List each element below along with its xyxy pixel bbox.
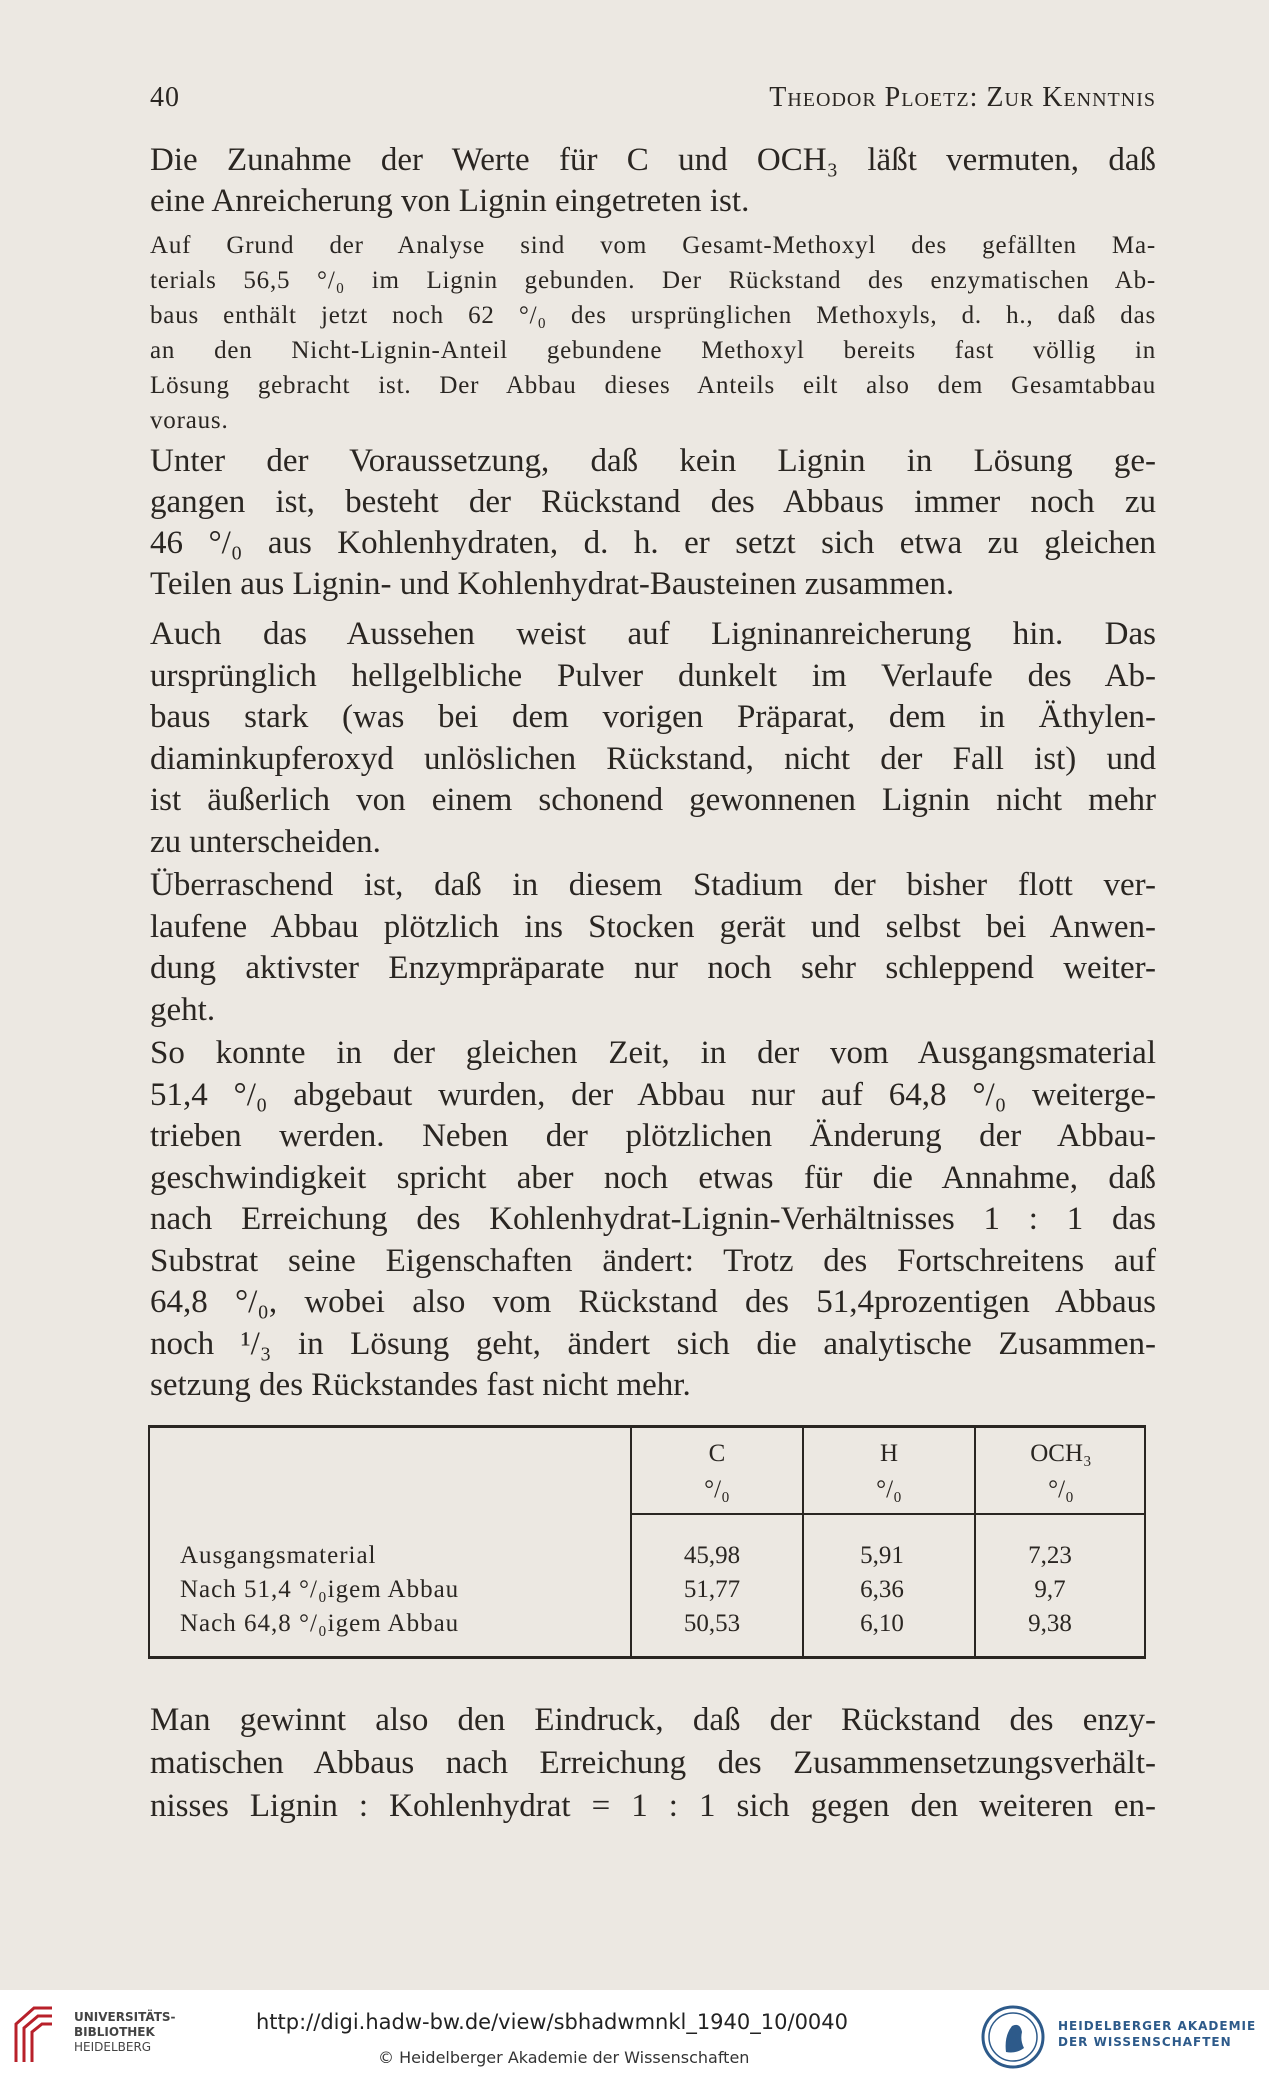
text-line: setzung des Rückstandes fast nicht mehr. xyxy=(150,1367,691,1403)
cell-c: 50,53 xyxy=(683,1610,741,1637)
running-title: Theodor Ploetz: Zur Kenntnis xyxy=(769,82,1156,113)
column-name: H xyxy=(879,1440,899,1467)
text-line: geschwindigkeit spricht aber noch etwas für die Annahme, daß xyxy=(150,1159,1156,1196)
paragraph-1 xyxy=(150,140,1156,222)
text-line: noch ¹/₃ in Lösung geht, ändert sich die analytische Zusammen- xyxy=(150,1325,1156,1362)
page-header xyxy=(150,82,1156,122)
text-line: terials 56,5 °/₀ im Lignin gebunden. Der Rückstand des enzymatischen Ab- xyxy=(150,267,1156,294)
column-header-c xyxy=(632,1440,802,1504)
column-header-och3 xyxy=(976,1440,1146,1504)
viewer-footer xyxy=(0,1990,1269,2084)
row-label: Nach 64,8 °/₀igem Abbau xyxy=(180,1610,460,1637)
column-name: OCH₃ xyxy=(1030,1440,1092,1467)
column-unit: °/₀ xyxy=(704,1476,730,1503)
text-line: eine Anreicherung von Lignin eingetreten ist. xyxy=(150,183,750,219)
cell-och3: 7,23 xyxy=(1028,1542,1072,1569)
paragraph-5 xyxy=(150,865,1156,1031)
column-header-h xyxy=(804,1440,974,1504)
academy-line: HEIDELBERGER AKADEMIE xyxy=(1058,2019,1257,2033)
library-line: UNIVERSITÄTS- xyxy=(74,2010,176,2024)
paragraph-6 xyxy=(150,1033,1156,1407)
text-line: laufene Abbau plötzlich ins Stocken gerät und selbst bei Anwen- xyxy=(150,908,1156,945)
text-line: trieben werden. Neben der plötzlichen Änderung der Abbau- xyxy=(150,1118,1156,1154)
column-unit: °/₀ xyxy=(876,1476,902,1503)
text-line: So konnte in der gleichen Zeit, in der vom Ausgangsmaterial xyxy=(150,1035,1156,1071)
text-line: Lösung gebracht ist. Der Abbau dieses Anteils eilt also dem Gesamtabbau xyxy=(150,372,1156,399)
row-label: Nach 51,4 °/₀igem Abbau xyxy=(180,1576,460,1603)
text-line: matischen Abbaus nach Erreichung des Zusammensetzungsverhält- xyxy=(150,1745,1156,1781)
text-line: Auf Grund der Analyse sind vom Gesamt-Methoxyl des gefällten Ma- xyxy=(150,232,1156,259)
copyright-notice: © Heidelberger Akademie der Wissenschaften xyxy=(378,2048,750,2067)
table-row xyxy=(180,1610,1100,1644)
text-line: nisses Lignin : Kohlenhydrat = 1 : 1 sich gegen den weiteren en- xyxy=(150,1788,1156,1824)
page-number: 40 xyxy=(150,82,180,113)
university-library-name xyxy=(74,2010,176,2055)
text-line: Man gewinnt also den Eindruck, daß der Rückstand des enzy- xyxy=(150,1702,1156,1738)
text-line: gangen ist, besteht der Rückstand des Abbaus immer noch zu xyxy=(150,484,1156,520)
text-line: diaminkupferoxyd unlöslichen Rückstand, nicht der Fall ist) und xyxy=(150,740,1156,777)
academy-seal-icon xyxy=(980,2002,1046,2072)
paragraph-7 xyxy=(150,1699,1156,1828)
column-name: C xyxy=(708,1440,726,1467)
text-line: baus stark (was bei dem vorigen Präparat, dem in Äthylen- xyxy=(150,699,1156,735)
paragraph-3 xyxy=(150,441,1156,605)
cell-och3: 9,7 xyxy=(1034,1576,1066,1603)
header-rule xyxy=(632,1513,1146,1515)
cell-h: 6,10 xyxy=(860,1610,904,1637)
library-line: BIBLIOTHEK xyxy=(74,2025,155,2039)
text-line: voraus. xyxy=(150,407,229,434)
text-line: Teilen aus Lignin- und Kohlenhydrat-Bausteinen zusammen. xyxy=(150,566,955,602)
text-line: dung aktivster Enzympräparate nur noch sehr schleppend weiter- xyxy=(150,950,1156,986)
text-line: geht. xyxy=(150,991,216,1028)
text-line: Die Zunahme der Werte für C und OCH₃ läßt vermuten, daß xyxy=(150,142,1156,178)
text-line: ist äußerlich von einem schonend gewonnenen Lignin nicht mehr xyxy=(150,782,1156,818)
paragraph-2-small xyxy=(150,228,1156,438)
university-library-logo-icon xyxy=(12,2004,66,2068)
cell-h: 5,91 xyxy=(860,1542,904,1569)
academy-name xyxy=(1058,2018,1256,2050)
cell-c: 45,98 xyxy=(683,1542,741,1569)
cell-och3: 9,38 xyxy=(1028,1610,1072,1637)
row-label: Ausgangsmaterial xyxy=(180,1542,377,1569)
cell-c: 51,77 xyxy=(683,1576,741,1603)
analysis-table xyxy=(148,1425,1146,1659)
text-line: an den Nicht-Lignin-Anteil gebundene Methoxyl bereits fast völlig in xyxy=(150,337,1156,364)
text-line: nach Erreichung des Kohlenhydrat-Lignin-Verhältnisses 1 : 1 das xyxy=(150,1201,1156,1237)
text-line: ursprünglich hellgelbliche Pulver dunkelt im Verlaufe des Ab- xyxy=(150,657,1156,694)
text-line: 46 °/₀ aus Kohlenhydraten, d. h. er setzt sich etwa zu gleichen xyxy=(150,525,1156,561)
paragraph-4 xyxy=(150,614,1156,863)
permalink-url[interactable]: http://digi.hadw-bw.de/view/sbhadwmnkl_1940_10/0040 xyxy=(256,2010,849,2034)
academy-line: DER WISSENSCHAFTEN xyxy=(1058,2035,1232,2049)
text-line: 51,4 °/₀ abgebaut wurden, der Abbau nur auf 64,8 °/₀ weiterge- xyxy=(150,1076,1156,1113)
text-line: baus enthält jetzt noch 62 °/₀ des ursprünglichen Methoxyls, d. h., daß das xyxy=(150,302,1156,329)
cell-h: 6,36 xyxy=(860,1576,904,1603)
text-line: Unter der Voraussetzung, daß kein Lignin in Lösung ge- xyxy=(150,443,1156,479)
column-unit: °/₀ xyxy=(1048,1476,1074,1503)
text-line: Substrat seine Eigenschaften ändert: Trotz des Fortschreitens auf xyxy=(150,1242,1156,1279)
table-row xyxy=(180,1576,1100,1610)
text-line: Auch das Aussehen weist auf Ligninanreicherung hin. Das xyxy=(150,616,1156,652)
text-line: 64,8 °/₀, wobei also vom Rückstand des 51,4prozentigen Abbaus xyxy=(150,1284,1156,1320)
table-border-left xyxy=(148,1428,150,1656)
text-line: Überraschend ist, daß in diesem Stadium der bisher flott ver- xyxy=(150,867,1156,903)
table-row xyxy=(180,1542,1100,1576)
library-line: HEIDELBERG xyxy=(74,2040,152,2054)
text-line: zu unterscheiden. xyxy=(150,823,381,860)
